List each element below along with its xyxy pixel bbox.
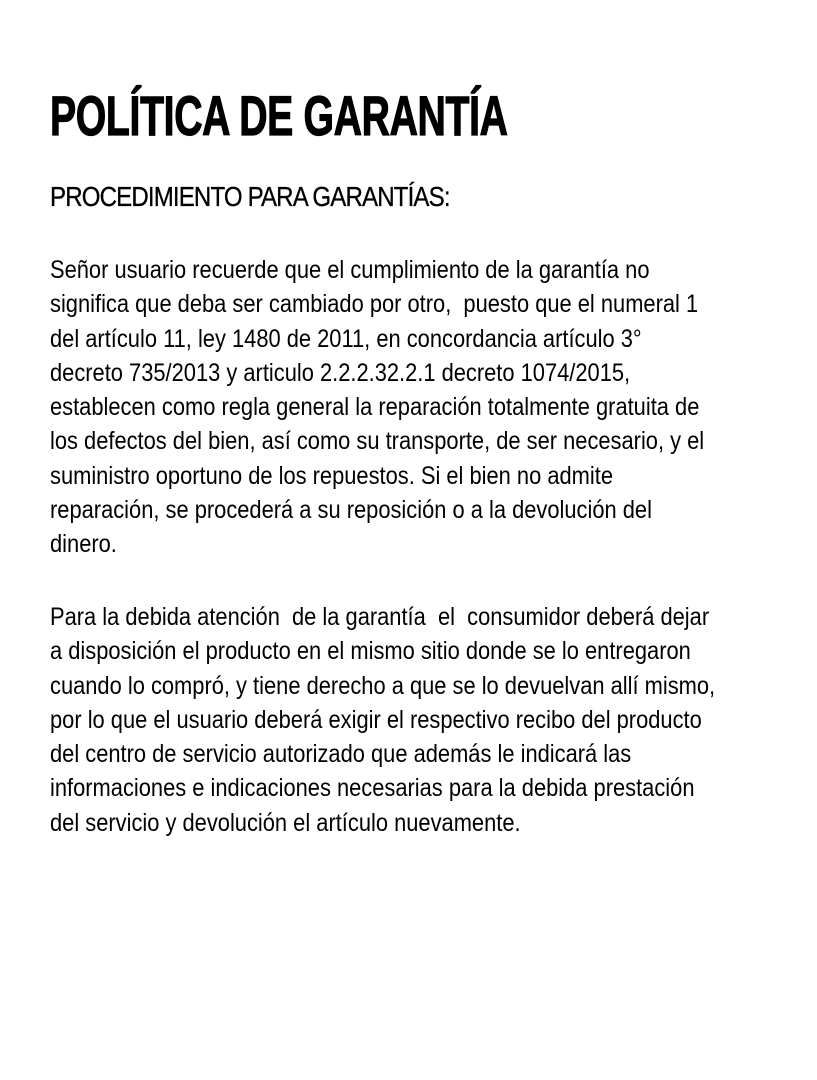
text-line: decreto 735/2013 y articulo 2.2.2.32.2.1 decreto 1074/2015, — [50, 358, 631, 387]
text-line: los defectos del bien, así como su transporte, de ser necesario, y el — [50, 427, 705, 456]
paragraph-procedure — [50, 600, 715, 840]
text-line: reparación, se procederá a su reposición o a la devolución del — [50, 496, 652, 525]
text-line: informaciones e indicaciones necesarias para la debida prestación — [50, 774, 695, 803]
text-line: a disposición el producto en el mismo sitio donde se lo entregaron — [50, 637, 691, 666]
text-line: cuando lo compró, y tiene derecho a que se lo devuelvan allí mismo, — [50, 671, 716, 700]
text-line: del artículo 11, ley 1480 de 2011, en concordancia artículo 3° — [50, 324, 642, 353]
text-line: del centro de servicio autorizado que además le indicará las — [50, 740, 632, 769]
text-line: dinero. — [50, 530, 117, 559]
text-line: Señor usuario recuerde que el cumplimiento de la garantía no — [50, 256, 650, 284]
section-heading: PROCEDIMIENTO PARA GARANTÍAS: — [50, 181, 450, 212]
text-line: establecen como regla general la reparación totalmente gratuita de — [50, 393, 700, 422]
page-title: POLÍTICA DE GARANTÍA — [50, 84, 508, 147]
paragraph-legal-basis — [50, 253, 704, 562]
text-line: del servicio y devolución el artículo nuevamente. — [50, 808, 521, 837]
text-line: Para la debida atención de la garantía el consumidor deberá dejar — [50, 603, 710, 631]
text-line: por lo que el usuario deberá exigir el respectivo recibo del producto — [50, 705, 702, 734]
text-line: suministro oportuno de los repuestos. Si el bien no admite — [50, 461, 613, 490]
text-line: significa que deba ser cambiado por otro, puesto que el numeral 1 — [50, 290, 699, 319]
